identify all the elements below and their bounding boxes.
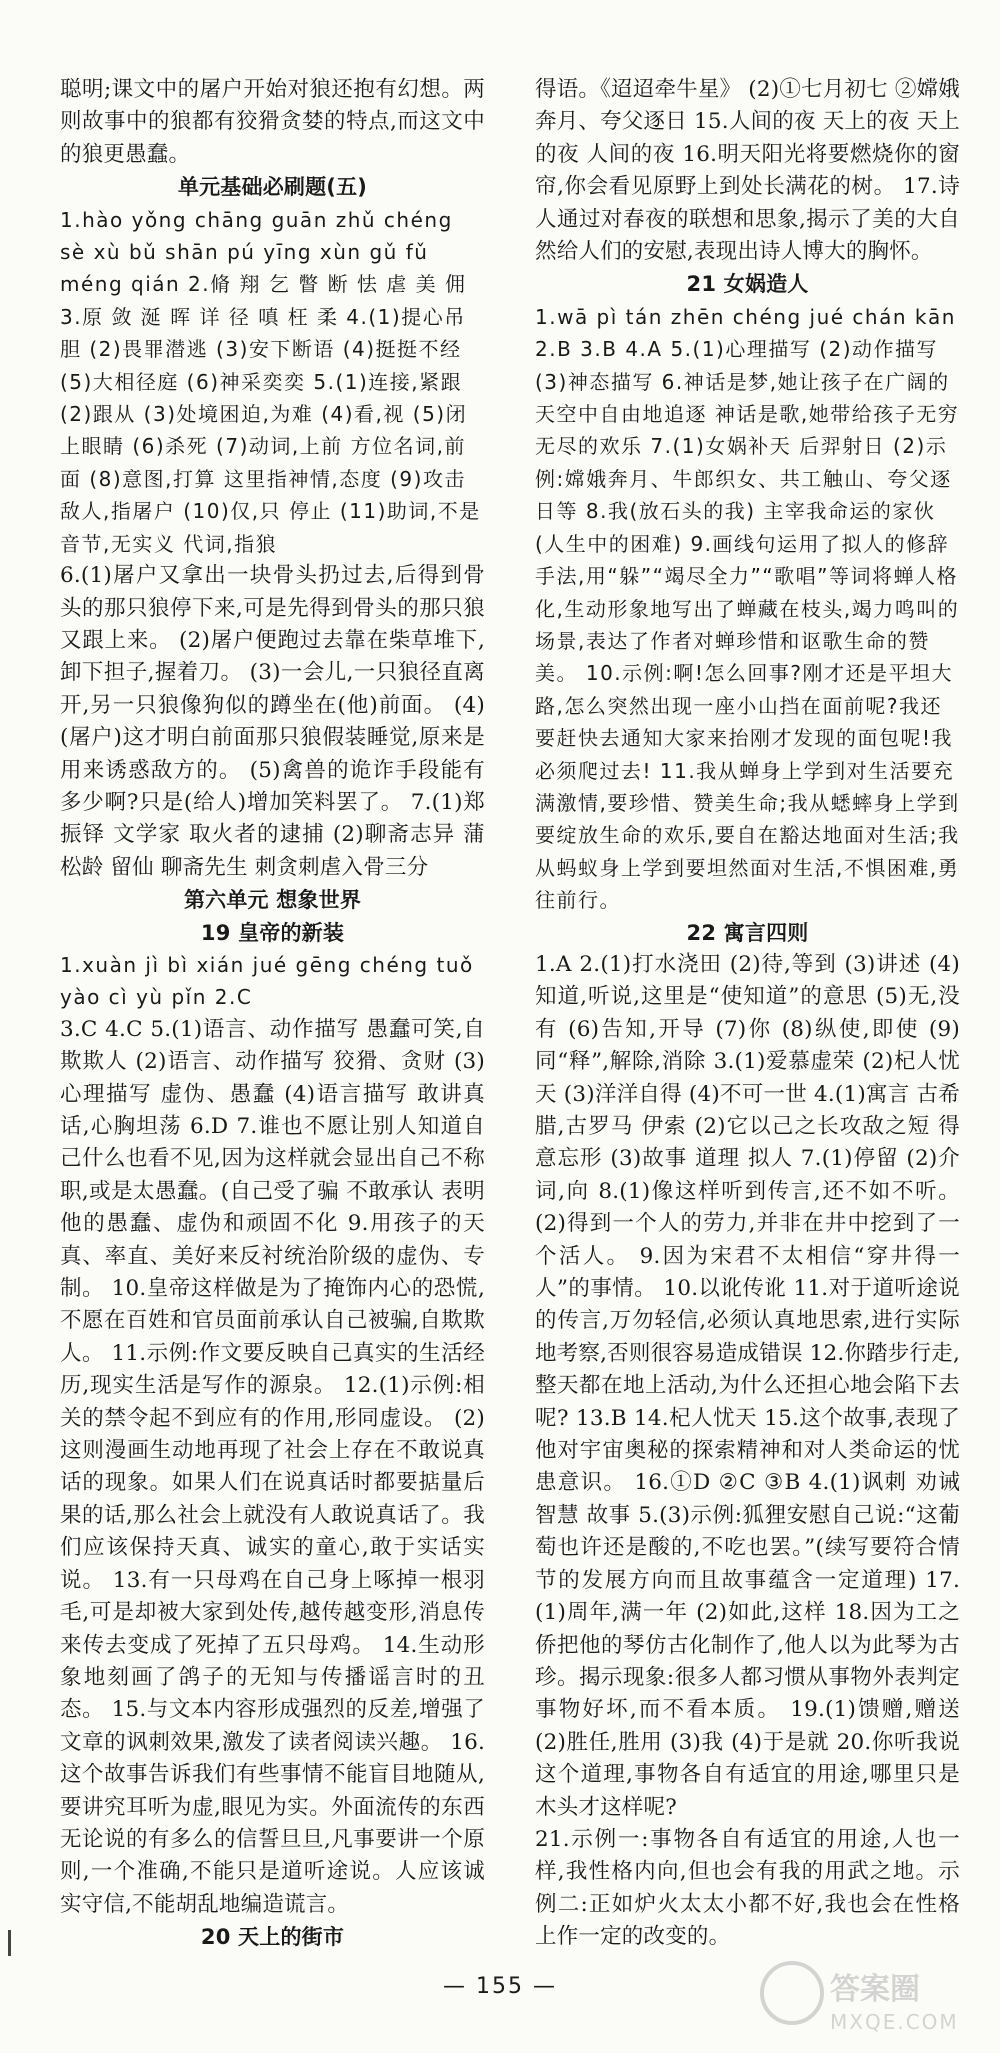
section-heading: 22 寓言四则 bbox=[686, 920, 809, 945]
answer-page bbox=[60, 74, 965, 1974]
answer-pinyin: 1.wā pì tán zhēn chéng jué chán kān 2.B 3.B 4.A 5.(1)心理描写 (2)动作描写 (3)神态描写 6.神话是梦,她让孩子在广阔的天空中自由地追逐 神话是歌,她带给孩子无穷无尽的欢乐 7.(1)女娲补天 后羿射日 (2)示例:嫦娥奔月、牛郎织女、共工触山、夸父逐日等 8.我(放石头的我) 主宰我命运的家伙(人生中的困难) 9.画线句运用了拟人的修辞手法,用“躲”“竭尽全力”“歌唱”等词将蝉人格化,生动形象地写出了蝉藏在枝头,竭力鸣叫的场景,表达了作者对蝉珍惜和讴歌生命的赞美。 10.示例:啊!怎么回事?刚才还是平坦大路,怎么突然出现一座小山挡在面前呢?我还要赶快去通知大家来抬刚才发现的面包呢!我必须爬过去! 11.我从蝉身上学到对生活要充满激情,要珍惜、赞美生命;我从蟋蟀身上学到要绽放生命的欢乐,要自在豁达地面对生活;我从蚂蚁身上学到要坦然面对生活,不惧困难,勇往前行。 bbox=[535, 304, 960, 913]
answer-paragraph: 3.C 4.C 5.(1)语言、动作描写 愚蠢可笑,自欺欺人 (2)语言、动作描写 狡猾、贪财 (3)心理描写 虚伪、愚蠢 (4)语言描写 敢讲真话,心胸坦荡 6.D 7.谁也不愿让别人知道自己什么也看不见,因为这样就会显出自己不称职,或是太愚蠢。(自己受了骗 不敢承认 表明他的愚蠢、虚伪和顽固不化 9.用孩子的天真、率直、美好来反衬统治阶级的虚伪、专制。 10.皇帝这样做是为了掩饰内心的恐慌,不愿在百姓和官员面前承认自己被骗,自欺欺人。 11.示例:作文要反映自己真实的生活经历,现实生活是写作的源泉。 12.(1)示例:相关的禁令起不到应有的作用,形同虚设。 (2)这则漫画生动地再现了社会上存在不敢说真话的现象。如果人们在说真话时都要掂量后果的话,那么社会上就没有人敢说真话了。我们应该保持天真、诚实的童心,敢于实话实说。 13.有一只母鸡在自己身上啄掉一根羽毛,可是却被大家到处传,越传越变形,消息传来传去变成了死掉了五只母鸡。 14.生动形象地刻画了鸽子的无知与传播谣言时的丑态。 15.与文本内容形成强烈的反差,增强了文章的讽刺效果,激发了读者阅读兴趣。 16.这个故事告诉我们有些事情不能盲目地随从,要讲究耳听为虚,眼见为实。外面流传的东西无论说的有多么的信誓旦旦,凡事要讲一个原则,一个准确,不能只是道听途说。人应该诚实守信,不能胡乱地编造谎言。 bbox=[60, 1016, 485, 1917]
section-heading: 20 天上的街市 bbox=[200, 1925, 345, 1950]
watermark-logo bbox=[752, 1953, 982, 2043]
section-heading: 19 皇帝的新装 bbox=[200, 920, 345, 945]
answer-paragraph: 得语。《迢迢牵牛星》 (2)①七月初七 ②嫦娥奔月、夸父逐日 15.人间的夜 天上的夜 天上的夜 人间的夜 16.明天阳光将要燃烧你的窗帘,你会看见原野上到处长满花的树。 17.诗人通过对春夜的联想和思象,揭示了美的大自然给人们的安慰,表现出诗人博大的胸怀。 bbox=[535, 77, 960, 265]
right-column bbox=[535, 74, 960, 1954]
section-heading: 单元基础必刷题(五) bbox=[177, 175, 368, 200]
answer-pinyin: 1.xuàn jì bì xián jué gēng chéng tuǒ yào cì yù pǐn 2.C bbox=[60, 952, 474, 1010]
answer-paragraph: 1.A 2.(1)打水浇田 (2)待,等到 (3)讲述 (4)知道,听说,这里是“使知道”的意思 (5)无,没有 (6)告知,开导 (7)你 (8)纵使,即使 (9)同“释”,解除,消除 3.(1)爱慕虚荣 (2)杞人忧天 (3)洋洋自得 (4)不可一世 4.(1)寓言 古希腊,古罗马 伊索 (2)它以己之长攻敌之短 得意忘形 (3)故事 道理 拟人 7.(1)停留 (2)介词,向 8.(1)像这样听到传言,还不如不听。 (2)得到一个人的劳力,并非在井中挖到了一个活人。 9.因为宋君不太相信“穿井得一人”的事情。 10.以讹传讹 11.对于道听途说的传言,万勿轻信,必须认真地思索,进行实际地考察,否则很容易造成错误 12.你踏步行走,整天都在地上活动,为什么还担心地会陷下去呢? 13.B 14.杞人忧天 15.这个故事,表现了他对宇宙奥秘的探索精神和对人类命运的忧患意识。 16.①D ②C ③B 4.(1)讽刺 劝诫 智慧 故事 5.(3)示例:狐狸安慰自己说:“这葡萄也许还是酸的,不吃也罢。”(续写要符合情节的发展方向而且故事蕴含一定道理) 17.(1)周年,满一年 (2)如此,这样 18.因为工之侨把他的琴仿古化制作了,他人以为此琴为古珍。揭示现象:很多人都习惯从事物外表判定事物好坏,而不看本质。 19.(1)馈赠,赠送 (2)胜任,胜用 (3)我 (4)于是就 20.你听我说这个道理,事物各自有适宜的用途,哪里只是木头才这样呢? bbox=[535, 951, 960, 1820]
watermark-main: 答案圈 bbox=[830, 1972, 920, 2007]
section-heading: 第六单元 想象世界 bbox=[183, 888, 362, 913]
left-column bbox=[60, 74, 485, 1954]
answer-pinyin: 1.hào yǒng chāng guān zhǔ chéng sè xù bǔ shān pú yīng xùn gǔ fǔ méng qián 2.脩 翔 乞 瞥 断 怯 虐 美 佣 3.原 敛 涎 晖 详 径 嗔 枉 柔 4.(1)提心吊胆 (2)畏罪潜逃 (3)安下断语 (4)挺挺不经 (5)大相径庭 (6)神采奕奕 5.(1)连接,紧跟 (2)跟从 (3)处境困迫,为难 (4)看,视 (5)闭上眼睛 (6)杀死 (7)动词,上前 方位名词,前面 (8)意图,打算 这里指神情,态度 (9)攻击 敌人,指屠户 (10)仅,只 停止 (11)助词,不是音节,无实义 代词,指狼 bbox=[60, 207, 481, 556]
watermark-sub: MXQE.COM bbox=[830, 2010, 959, 2034]
answer-paragraph: 聪明;课文中的屠户开始对狼还抱有幻想。两则故事中的狼都有狡猾贪婪的特点,而这文中的狼更愚蠢。 bbox=[60, 77, 485, 167]
section-heading: 21 女娲造人 bbox=[686, 272, 809, 297]
answer-paragraph: 6.(1)屠户又拿出一块骨头扔过去,后得到骨头的那只狼停下来,可是先得到骨头的那只狼又跟上来。 (2)屠户便跑过去靠在柴草堆下,卸下担子,握着刀。 (3)一会儿,一只狼径直离开,另一只狼像狗似的蹲坐在(他)前面。 (4)(屠户)这才明白前面那只狼假装睡觉,原来是用来诱惑敌方的。 (5)禽兽的诡诈手段能有多少啊?只是(给人)增加笑料罢了。 7.(1)郑振铎 文学家 取火者的逮捕 (2)聊斋志异 蒲松龄 留仙 聊斋先生 刺贪刺虐入骨三分 bbox=[60, 563, 485, 880]
page-number: — 155 — bbox=[443, 1974, 557, 1999]
answer-paragraph: 21.示例一:事物各自有适宜的用途,人也一样,我性格内向,但也会有我的用武之地。示例二:正如炉火太太小都不好,我也会在性格上作一定的改变的。 bbox=[535, 1826, 960, 1950]
edge-mark bbox=[8, 1930, 11, 1956]
